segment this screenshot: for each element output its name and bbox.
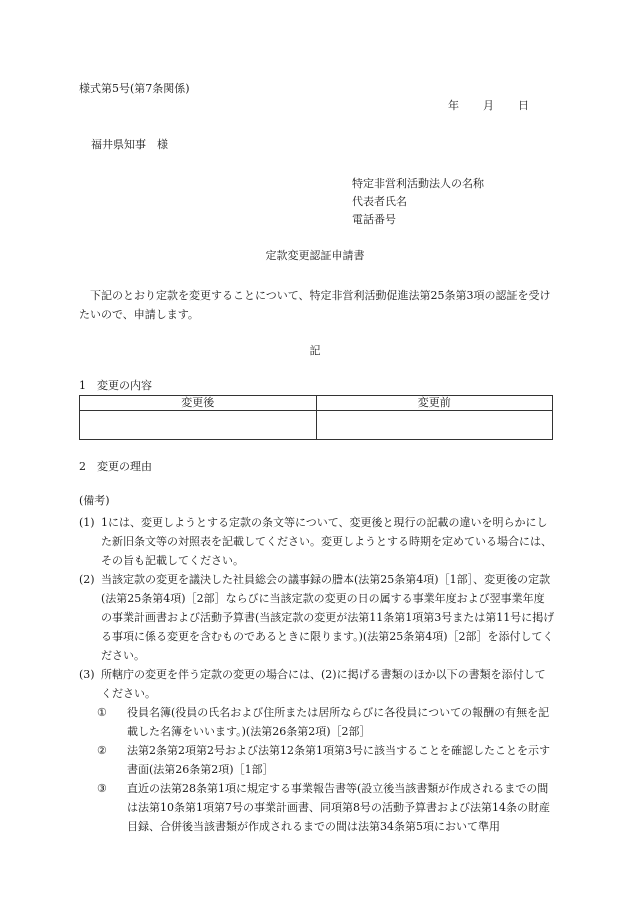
note-number: (2) — [79, 573, 95, 586]
document-title: 定款変更認証申請書 — [265, 249, 365, 262]
note-2 — [79, 570, 555, 665]
sub-item-number: ③ — [97, 782, 107, 795]
cell-before — [316, 411, 553, 440]
sub-item-text: 役員名簿(役員の氏名および住所または居所ならびに各役員についての報酬の有無を記載した名簿をいいます。)(法第26条第2項)［2部］ — [127, 706, 550, 738]
body-paragraph: 下記のとおり定款を変更することについて、特定非営利活動促進法第25条第3項の認証を受けたいので、申請します。 — [79, 289, 551, 321]
note-text: 当該定款の変更を議決した社員総会の議事録の謄本(法第25条第4項)［1部］、変更後の定款(法第25条第4項)［2部］ならびに当該定款の変更の日の属する事業年度および翌事業年度の事業計画書および活動予算書(当該定款の変更が法第11条第1項第3号または第11号に掲げる事項に係る変更を含むものであるときに限ります。)(法第25条第4項)［2部］を添付してください。 — [101, 573, 555, 662]
sub-item-text: 法第2条第2項第2号および法第12条第1項第3号に該当することを確認したことを示す書面(法第26条第2項)［1部］ — [127, 744, 550, 776]
col-after-header: 変更後 — [80, 396, 317, 411]
addressee: 福井県知事 様 — [91, 138, 168, 151]
note-3 — [79, 665, 555, 703]
form-number: 様式第5号(第7条関係) — [79, 82, 190, 95]
cell-after — [80, 411, 317, 440]
ki-heading: 記 — [309, 344, 321, 357]
sub-item-1 — [97, 703, 555, 741]
date-year: 年 — [448, 99, 459, 112]
date-month: 月 — [483, 99, 494, 112]
sub-item-3 — [97, 779, 555, 836]
date-day: 日 — [518, 99, 529, 112]
note-1 — [79, 513, 555, 570]
section2-heading: 2 変更の理由 — [79, 460, 152, 473]
note-text: 所轄庁の変更を伴う定款の変更の場合には、(2)に掲げる書類のほか以下の書類を添付してください。 — [101, 668, 546, 700]
section1-heading: 1 変更の内容 — [79, 379, 152, 392]
col-before-header: 変更前 — [316, 396, 553, 411]
note-text: 1には、変更しようとする定款の条文等について、変更後と現行の記載の違いを明らかにした新旧条文等の対照表を記載してください。変更しようとする時期を定めている場合には、その旨も記載してください。 — [101, 516, 552, 567]
sub-item-number: ② — [97, 744, 107, 757]
representative-label: 代表者氏名 — [352, 195, 407, 208]
sub-item-text: 直近の法第28条第1項に規定する事業報告書等(設立後当該書類が作成されるまでの間は法第10条第1項第7号の事業計画書、同項第8号の活動予算書および法第14条の財産目録、合併後当該書類が作成されるまでの間は法第34条第5項において準用 — [127, 782, 550, 833]
sub-item-2 — [97, 741, 555, 779]
change-table — [79, 395, 553, 440]
note-number: (3) — [79, 668, 95, 681]
sub-item-number: ① — [97, 706, 107, 719]
note-number: (1) — [79, 516, 95, 529]
org-name-label: 特定非営利活動法人の名称 — [352, 177, 484, 190]
remarks-heading: (備考) — [79, 494, 110, 507]
phone-label: 電話番号 — [352, 213, 396, 226]
date-line — [448, 99, 529, 113]
